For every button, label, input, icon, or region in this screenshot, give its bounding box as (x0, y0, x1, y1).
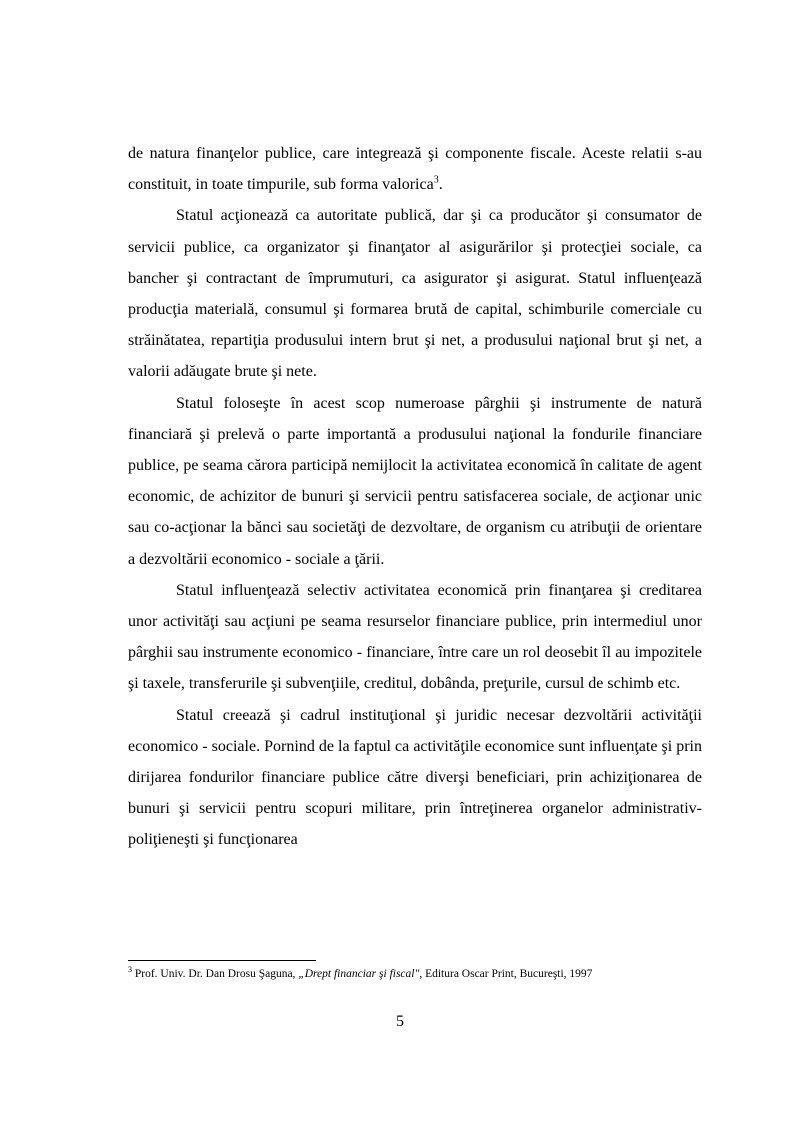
paragraph-3: Statul foloseşte în acest scop numeroase pârghii şi instrumente de natură financiară şi prelevă o parte importantă a produsului naţional la fondurile financiare publice, pe seama cărora participă nemijlocit la activitatea economică în calitate de agent economic, de achizitor de bunuri şi servicii pentru satisfacerea sociale, de acţionar unic sau co-acţionar la bănci sau societăţi de dezvoltare, de organism cu atribuţii de orientare a dezvoltării economico - sociale a ţării. (128, 394, 702, 568)
page-number: 5 (396, 1013, 404, 1030)
paragraph-text: de natura finanţelor publice, care integrează şi componente fiscale. Aceste relatii s-au constituit, in toate timpurile, sub forma valorica (128, 145, 702, 194)
footnote-reference: 3 (433, 174, 439, 186)
footnote-publisher: , Editura Oscar Print, Bucureşti, 1997 (419, 968, 593, 980)
footnote-number: 3 (128, 965, 132, 975)
paragraph-tail: . (438, 176, 443, 194)
footnote-title: „Drept financiar şi fiscal" (298, 968, 420, 980)
footnote-separator (128, 960, 316, 961)
paragraph-5: Statul creează şi cadrul instituţional şi juridic necesar dezvoltării activităţii economico - sociale. Pornind de la faptul ca activităţile economice sunt influenţate şi prin dirijarea fondurilor financiare publice către diverşi beneficiari, prin achiziţionarea de bunuri şi servicii pentru scopuri militare, prin întreţinerea organelor administrativ-poliţieneşti şi funcţionarea (128, 706, 702, 849)
paragraph-4: Statul influenţează selectiv activitatea economică prin finanţarea şi creditarea unor activităţi sau acţiuni pe seama resurselor financiare publice, prin intermediul unor pârghii sau instrumente economico - financiare, între care un rol deosebit îl au impozitele şi taxele, transferurile şi subvenţiile, creditul, dobânda, preţurile, cursul de schimb etc. (128, 581, 702, 693)
footnote-author: Prof. Univ. Dr. Dan Drosu Şaguna, (134, 968, 299, 980)
footnote (128, 966, 728, 982)
paragraph-2: Statul acţionează ca autoritate publică, dar şi ca producător şi consumator de servicii publice, ca organizator şi finanţator al asigurărilor şi protecţiei sociale, ca bancher şi contractant de împrumuturi, ca asigurator şi asigurat. Statul influenţează producţia materială, consumul şi formarea brută de capital, schimburile comerciale cu străinătatea, repartiţia produsului intern brut şi net, a produsului naţional brut şi net, a valorii adăugate brute şi nete. (128, 207, 702, 381)
body-text (128, 138, 702, 856)
paragraph-1 (128, 138, 702, 200)
